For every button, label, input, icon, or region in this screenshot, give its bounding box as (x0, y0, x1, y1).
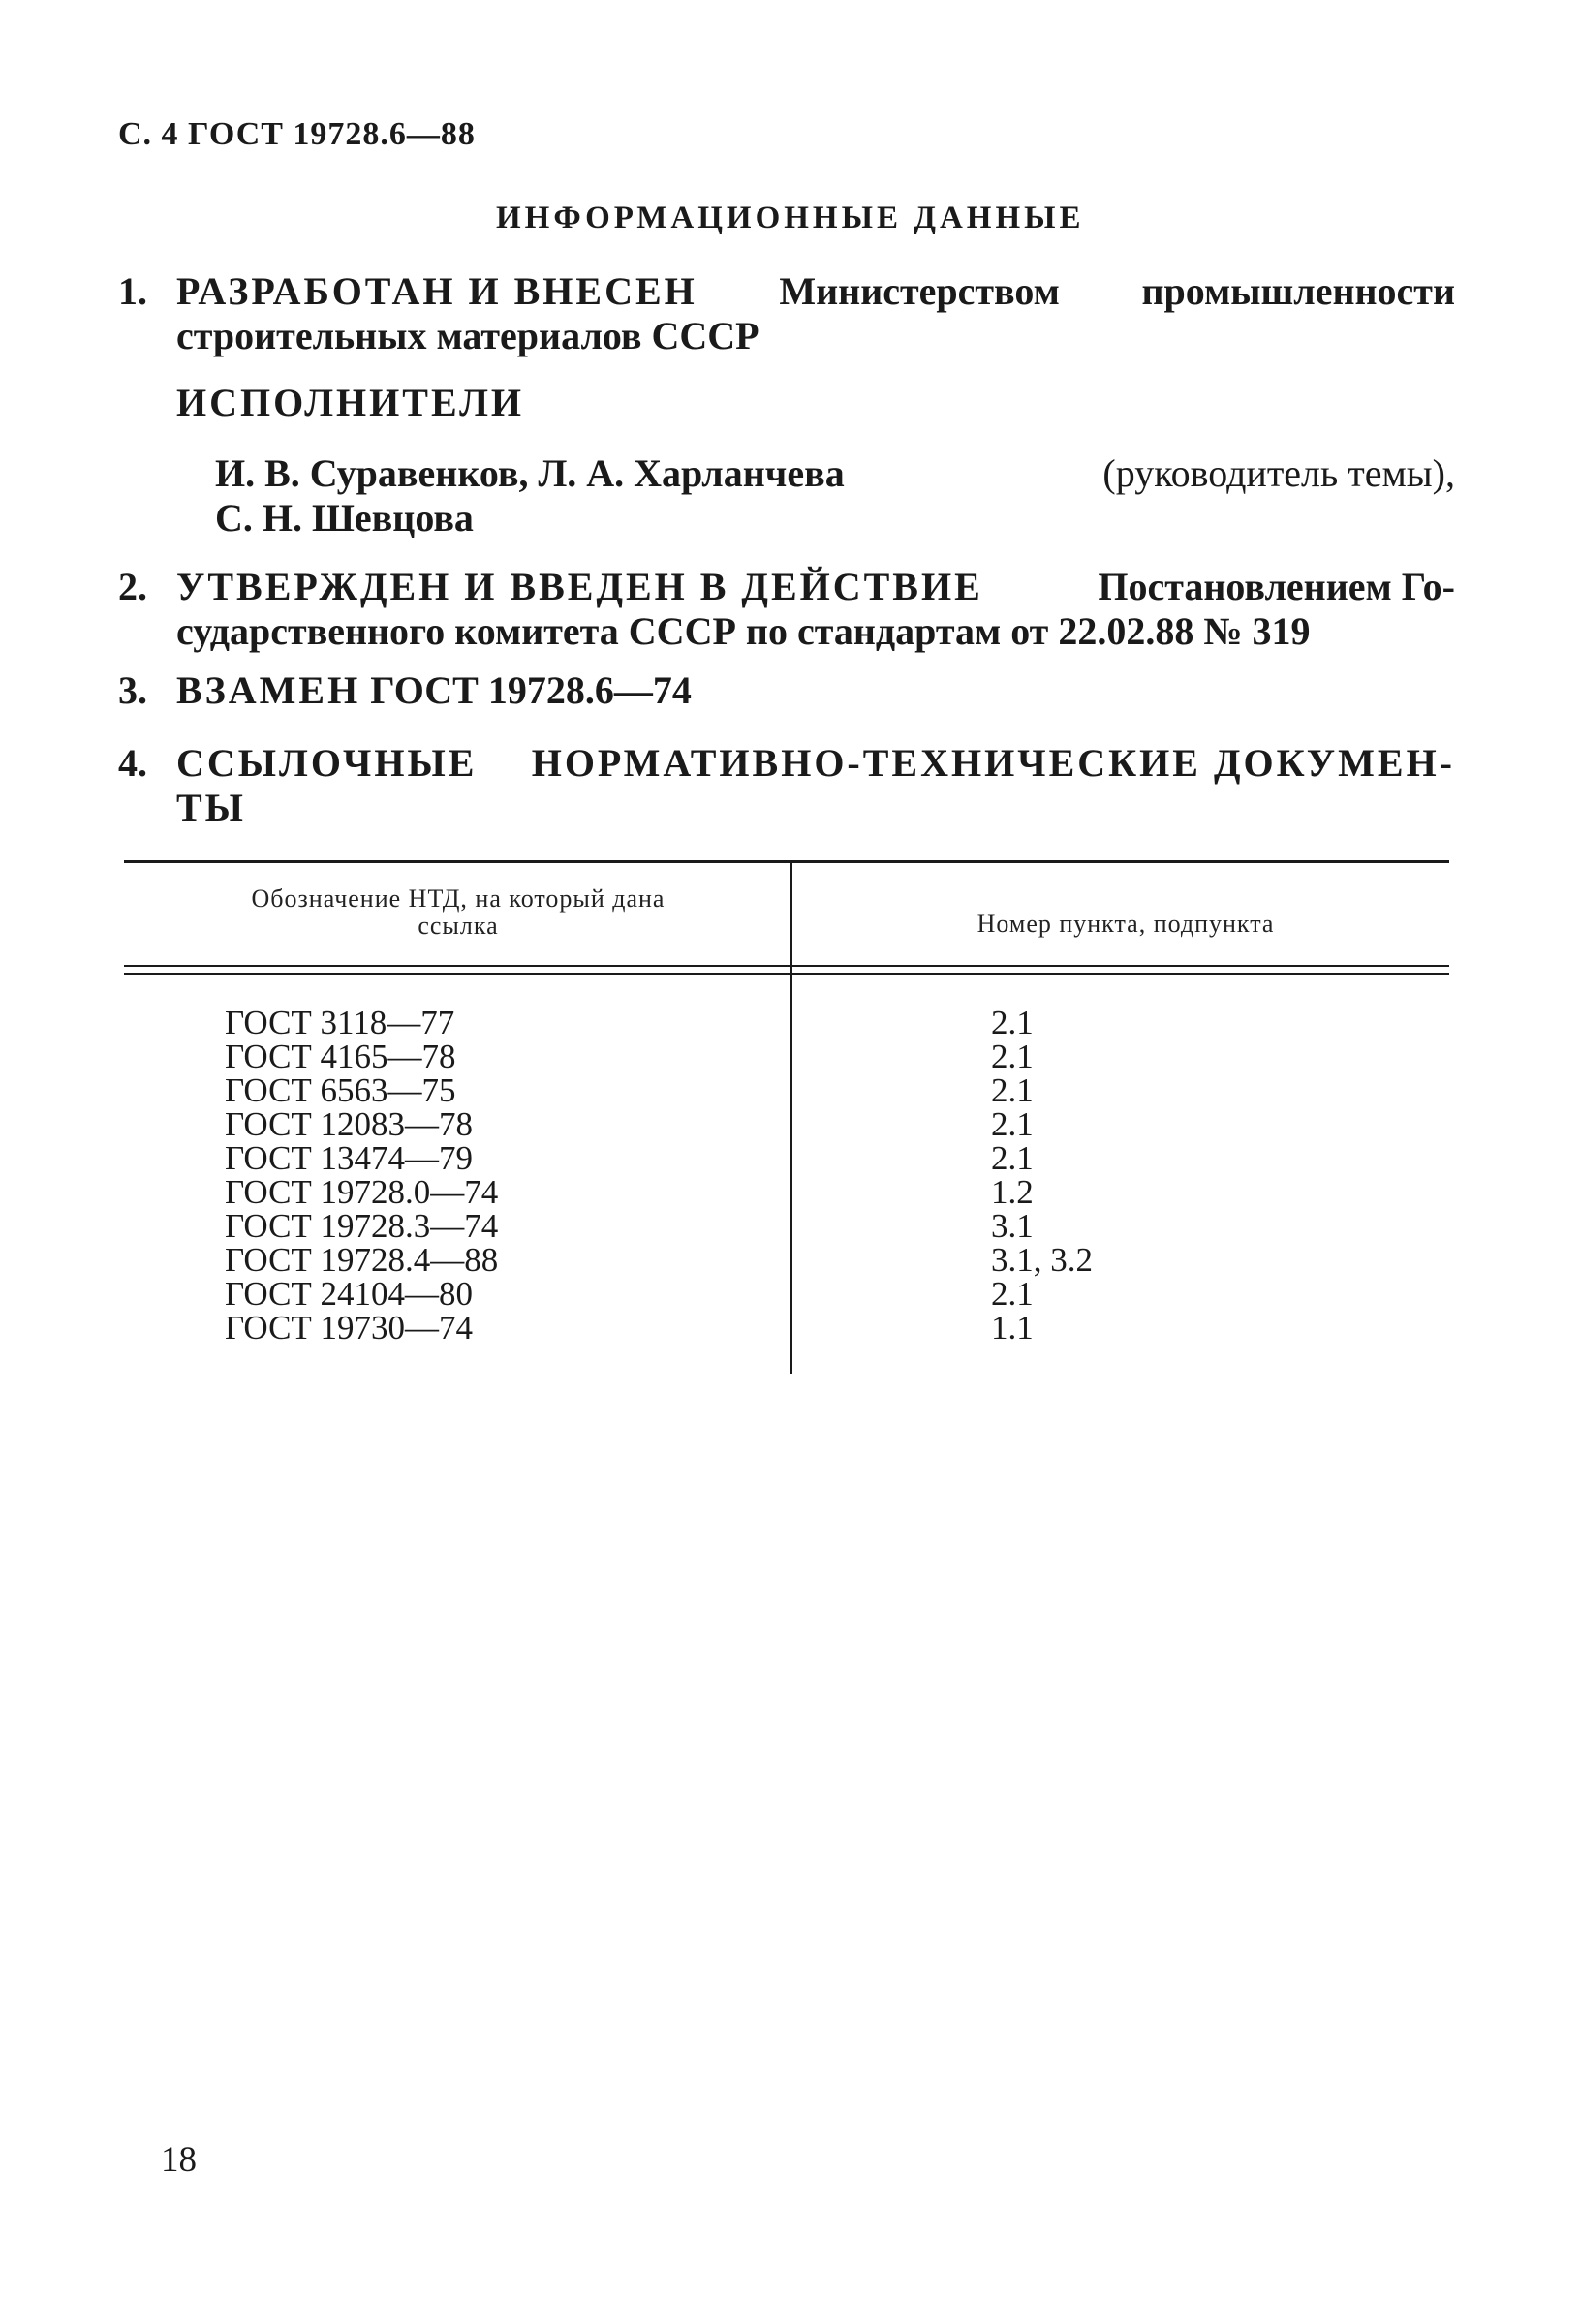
doc-cell: ГОСТ 4165—78 (225, 1038, 456, 1075)
table-header-rule (124, 973, 1449, 975)
table-row (124, 1175, 1449, 1209)
table-row (124, 1073, 1449, 1107)
clause-cell: 3.1 (991, 1207, 1034, 1245)
info-item-developed (118, 269, 1455, 358)
item-keyword: ССЫЛОЧНЫЕ (176, 741, 478, 785)
performers-list (215, 451, 1455, 541)
doc-cell: ГОСТ 6563—75 (225, 1071, 456, 1109)
table-row (124, 1209, 1449, 1243)
page-number: 18 (161, 2140, 197, 2180)
doc-cell: ГОСТ 3118—77 (225, 1004, 455, 1041)
item-number: 1. (118, 269, 147, 313)
performer-names: С. Н. Шевцова (215, 496, 474, 540)
table-header-clause: Номер пункта, подпункта (976, 910, 1275, 938)
item-number: 3. (118, 668, 147, 712)
clause-cell: 2.1 (991, 1105, 1034, 1143)
table-row (124, 1311, 1449, 1345)
item-text: Министерством (779, 269, 1060, 313)
item-keyword: ВЗАМЕН (176, 668, 361, 712)
header-line: Обозначение НТД, на который дана (251, 884, 666, 913)
performers-heading: ИСПОЛНИТЕЛИ (176, 381, 525, 424)
table-header-rule (124, 965, 1449, 967)
table-row (124, 1243, 1449, 1277)
clause-cell: 3.1, 3.2 (991, 1241, 1093, 1279)
section-title: ИНФОРМАЦИОННЫЕ ДАННЫЕ (496, 201, 1085, 235)
table-row (124, 1107, 1449, 1141)
table-row (124, 1006, 1449, 1039)
performer-names: И. В. Суравенков, Л. А. Харланчева (215, 451, 845, 495)
doc-cell: ГОСТ 13474—79 (225, 1139, 474, 1177)
clause-cell: 1.1 (991, 1309, 1034, 1347)
table-row (124, 1141, 1449, 1175)
clause-cell: 2.1 (991, 1275, 1034, 1313)
header-line: ссылка (418, 912, 499, 940)
item-keyword: РАЗРАБОТАН И ВНЕСЕН (176, 269, 698, 313)
item-text: сударственного комитета СССР по стандартам от 22.02.88 № 319 (176, 609, 1311, 653)
page-header: С. 4 ГОСТ 19728.6—88 (118, 116, 476, 152)
item-number: 2. (118, 565, 147, 608)
doc-cell: ГОСТ 12083—78 (225, 1105, 474, 1143)
doc-cell: ГОСТ 19728.4—88 (225, 1241, 499, 1279)
clause-cell: 2.1 (991, 1004, 1034, 1041)
table-row (124, 1277, 1449, 1311)
performer-role: (руководитель темы), (1102, 451, 1455, 495)
clause-cell: 2.1 (991, 1071, 1034, 1109)
clause-cell: 2.1 (991, 1139, 1034, 1177)
item-number: 4. (118, 741, 147, 785)
clause-cell: 1.2 (991, 1173, 1034, 1211)
table-top-rule (124, 860, 1449, 863)
clause-cell: 2.1 (991, 1038, 1034, 1075)
item-text: Постановлением Го- (1098, 565, 1455, 608)
item-keyword: НОРМАТИВНО-ТЕХНИЧЕСКИЕ ДОКУМЕН- (531, 741, 1455, 785)
table-body (124, 1006, 1449, 1345)
info-item-references (118, 741, 1455, 830)
item-text: строительных материалов СССР (176, 314, 760, 357)
item-keyword: ТЫ (176, 786, 246, 829)
table-row (124, 1039, 1449, 1073)
reference-table (124, 860, 1449, 1383)
item-text: промышленности (1141, 269, 1455, 313)
info-item-approved (118, 565, 1455, 654)
doc-cell: ГОСТ 19728.0—74 (225, 1173, 499, 1211)
doc-cell: ГОСТ 24104—80 (225, 1275, 474, 1313)
item-text: ГОСТ 19728.6—74 (370, 668, 692, 712)
table-header-document (172, 885, 744, 940)
doc-cell: ГОСТ 19730—74 (225, 1309, 474, 1347)
doc-cell: ГОСТ 19728.3—74 (225, 1207, 499, 1245)
info-item-replaces (118, 668, 1455, 713)
item-keyword: УТВЕРЖДЕН И ВВЕДЕН В ДЕЙСТВИЕ (176, 565, 983, 608)
